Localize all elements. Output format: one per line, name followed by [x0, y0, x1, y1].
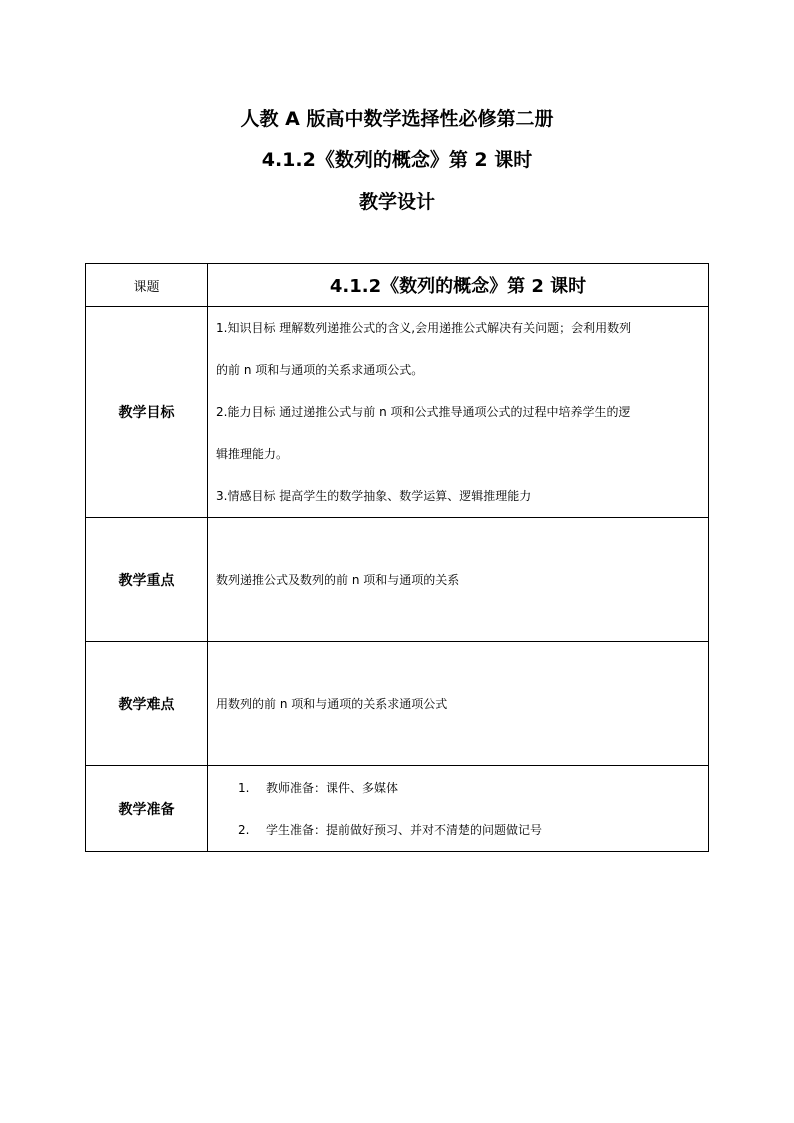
- table-row-difficulty: [86, 642, 709, 766]
- difficulty-label: 教学难点: [86, 642, 208, 766]
- table-row-prep: [86, 766, 709, 852]
- goal-line: 2.能力目标 通过递推公式与前 n 项和公式推导通项公式的过程中培养学生的逻: [216, 405, 631, 419]
- document-title-line-3: 教学设计: [358, 191, 435, 213]
- goals-content: [208, 307, 709, 518]
- prep-item-text: 学生准备：提前做好预习、并对不清楚的问题做记号: [266, 822, 543, 837]
- prep-item-number: 2.: [238, 822, 250, 837]
- topic-value: 4.1.2《数列的概念》第 2 课时: [208, 264, 709, 307]
- prep-content: [208, 766, 709, 852]
- prep-list: [216, 767, 702, 851]
- document-title-line-1: 人教 A 版高中数学选择性必修第二册: [240, 108, 554, 130]
- prep-label: 教学准备: [86, 766, 208, 852]
- prep-item-number: 1.: [238, 780, 250, 795]
- lesson-plan-table: [85, 263, 709, 852]
- table-row-topic: [86, 264, 709, 307]
- topic-label: 课题: [86, 264, 208, 307]
- document-title-line-2: 4.1.2《数列的概念》第 2 课时: [261, 149, 533, 171]
- difficulty-value: 用数列的前 n 项和与通项的关系求通项公式: [208, 642, 709, 766]
- goal-line: 1.知识目标 理解数列递推公式的含义,会用递推公式解决有关问题；会利用数列: [216, 321, 632, 335]
- goal-line: 辑推理能力。: [216, 447, 289, 461]
- prep-item: [216, 809, 702, 851]
- goals-label: 教学目标: [86, 307, 208, 518]
- focus-label: 教学重点: [86, 518, 208, 642]
- goal-line: 3.情感目标 提高学生的数学抽象、数学运算、逻辑推理能力: [216, 489, 532, 503]
- prep-item: [216, 767, 702, 809]
- table-row-focus: [86, 518, 709, 642]
- focus-value: 数列递推公式及数列的前 n 项和与通项的关系: [208, 518, 709, 642]
- goal-line: 的前 n 项和与通项的关系求通项公式。: [216, 363, 424, 377]
- table-row-goals: [86, 307, 709, 518]
- prep-item-text: 教师准备：课件、多媒体: [266, 780, 399, 795]
